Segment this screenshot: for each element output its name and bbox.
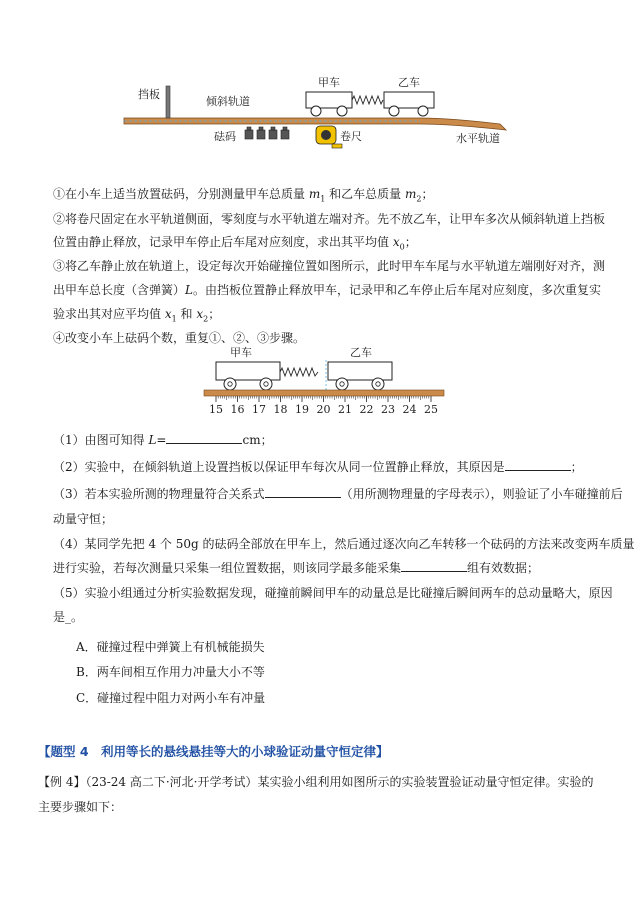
baffle-shape xyxy=(166,86,170,118)
spring-shape xyxy=(352,96,383,104)
step-4: ④改变小车上砝码个数，重复①、②、③步骤。 xyxy=(53,331,306,345)
step-3-line-1: ③将乙车静止放在轨道上，设定每次开始碰撞位置如图所示，此时甲车车尾与水平轨道左端刚好对齐，测 xyxy=(53,259,606,273)
ruler-tick-label: 18 xyxy=(273,403,288,416)
label-tape: 卷尺 xyxy=(340,130,362,143)
car-a-body xyxy=(306,92,352,108)
answer-blank-1[interactable] xyxy=(166,431,242,444)
section-heading: 【题型 4 利用等长的悬线悬挂等大的小球验证动量守恒定律】 xyxy=(38,744,389,759)
step-1: ①在小车上适当放置砝码，分别测量甲车总质量 $m_1$ 和乙车总质量 $m_2$； xyxy=(53,187,434,204)
ruler-tick-label: 21 xyxy=(338,403,352,416)
step-2-line-1: ②将卷尺固定在水平轨道侧面，零刻度与水平轨道左端对齐。先不放乙车，让甲车多次从倾斜轨道上挡板 xyxy=(53,212,606,226)
step-2-line-2: 位置由静止释放，记录甲车停止后车尾对应刻度，求出其平均值 $x_0$； xyxy=(53,235,417,252)
question-1: （1）由图可知得 L= cm； xyxy=(53,433,273,447)
question-4-line-1: （4）某同学先把 4 个 50g 的砝码全部放在甲车上，然后通过逐次向乙车转移一个砝码的方法来改变两车质量 xyxy=(53,537,635,551)
question-5-line-1: （5）实验小组通过分析实验数据发现，碰撞前瞬间甲车的动量总是比碰撞后瞬间两车的总动量略大，原因 xyxy=(53,586,613,600)
example-line-2: 主要步骤如下： xyxy=(38,800,123,814)
apparatus-figure xyxy=(120,68,530,168)
ruler-tick-label: 15 xyxy=(209,403,223,416)
step-3-line-2: 出甲车总长度（含弹簧）L。由挡板位置静止释放甲车，记录甲和乙车停止后车尾对应刻度，多次重复实 xyxy=(53,283,601,297)
label-incline: 倾斜轨道 xyxy=(206,95,250,108)
question-5-line-2: 是_。 xyxy=(53,610,84,624)
label-weights: 砝码 xyxy=(214,130,236,143)
ruler-tick-label: 22 xyxy=(359,403,374,416)
fig2-spring-shape xyxy=(280,368,318,376)
question-2: （2）实验中，在倾斜轨道上设置挡板以保证甲车每次从同一位置静止释放，其原因是 ； xyxy=(53,460,583,474)
question-4-line-2: 进行实验，若每次测量只采集一组位置数据，则该同学最多能采集 组有效数据； xyxy=(53,561,540,575)
option-c[interactable]: C．碰撞过程中阻力对两小车有冲量 xyxy=(76,691,266,705)
collision-figure xyxy=(200,342,450,420)
ruler-tick-label: 20 xyxy=(316,403,331,416)
weights-icon xyxy=(245,127,289,139)
label-baffle: 挡板 xyxy=(138,88,160,101)
track-shape xyxy=(124,118,506,130)
question-3-line-2: 动量守恒； xyxy=(53,512,114,526)
answer-blank-3[interactable] xyxy=(265,485,341,498)
ruler-tick-label: 16 xyxy=(230,403,245,416)
ruler-tick-label: 19 xyxy=(295,403,309,416)
fig2-car-b-body xyxy=(328,362,392,380)
ruler-tick-label: 23 xyxy=(381,403,395,416)
car-b-body xyxy=(384,92,434,108)
label-horizontal-track: 水平轨道 xyxy=(456,132,500,145)
label-car-b: 乙车 xyxy=(398,76,420,89)
tape-measure-icon xyxy=(316,126,342,148)
fig2-label-car-b: 乙车 xyxy=(350,346,372,359)
ruler-body xyxy=(204,390,444,396)
fig2-car-a-body xyxy=(216,362,280,380)
option-a[interactable]: A．碰撞过程中弹簧上有机械能损失 xyxy=(76,640,265,654)
ruler-tick-label: 24 xyxy=(402,403,417,416)
ruler-tick-label: 17 xyxy=(252,403,266,416)
ruler-ticks xyxy=(209,396,438,416)
answer-blank-4[interactable] xyxy=(401,559,467,572)
ruler-tick-label: 25 xyxy=(424,403,438,416)
answer-blank-2[interactable] xyxy=(505,458,571,471)
example-line-1: 【例 4】（23-24 高二下·河北·开学考试）某实验小组利用如图所示的实验装置验证动量守恒定律。实验的 xyxy=(38,775,594,789)
label-car-a: 甲车 xyxy=(318,76,340,89)
fig2-label-car-a: 甲车 xyxy=(230,346,252,359)
step-3-line-3: 验求出其对应平均值 $x_1$ 和 $x_2$； xyxy=(53,307,221,324)
option-b[interactable]: B．两车间相互作用力冲量大小不等 xyxy=(76,665,265,679)
question-3-line-1: （3）若本实验所测的物理量符合关系式 （用所测物理量的字母表示），则验证了小车碰撞前后 xyxy=(53,487,623,501)
